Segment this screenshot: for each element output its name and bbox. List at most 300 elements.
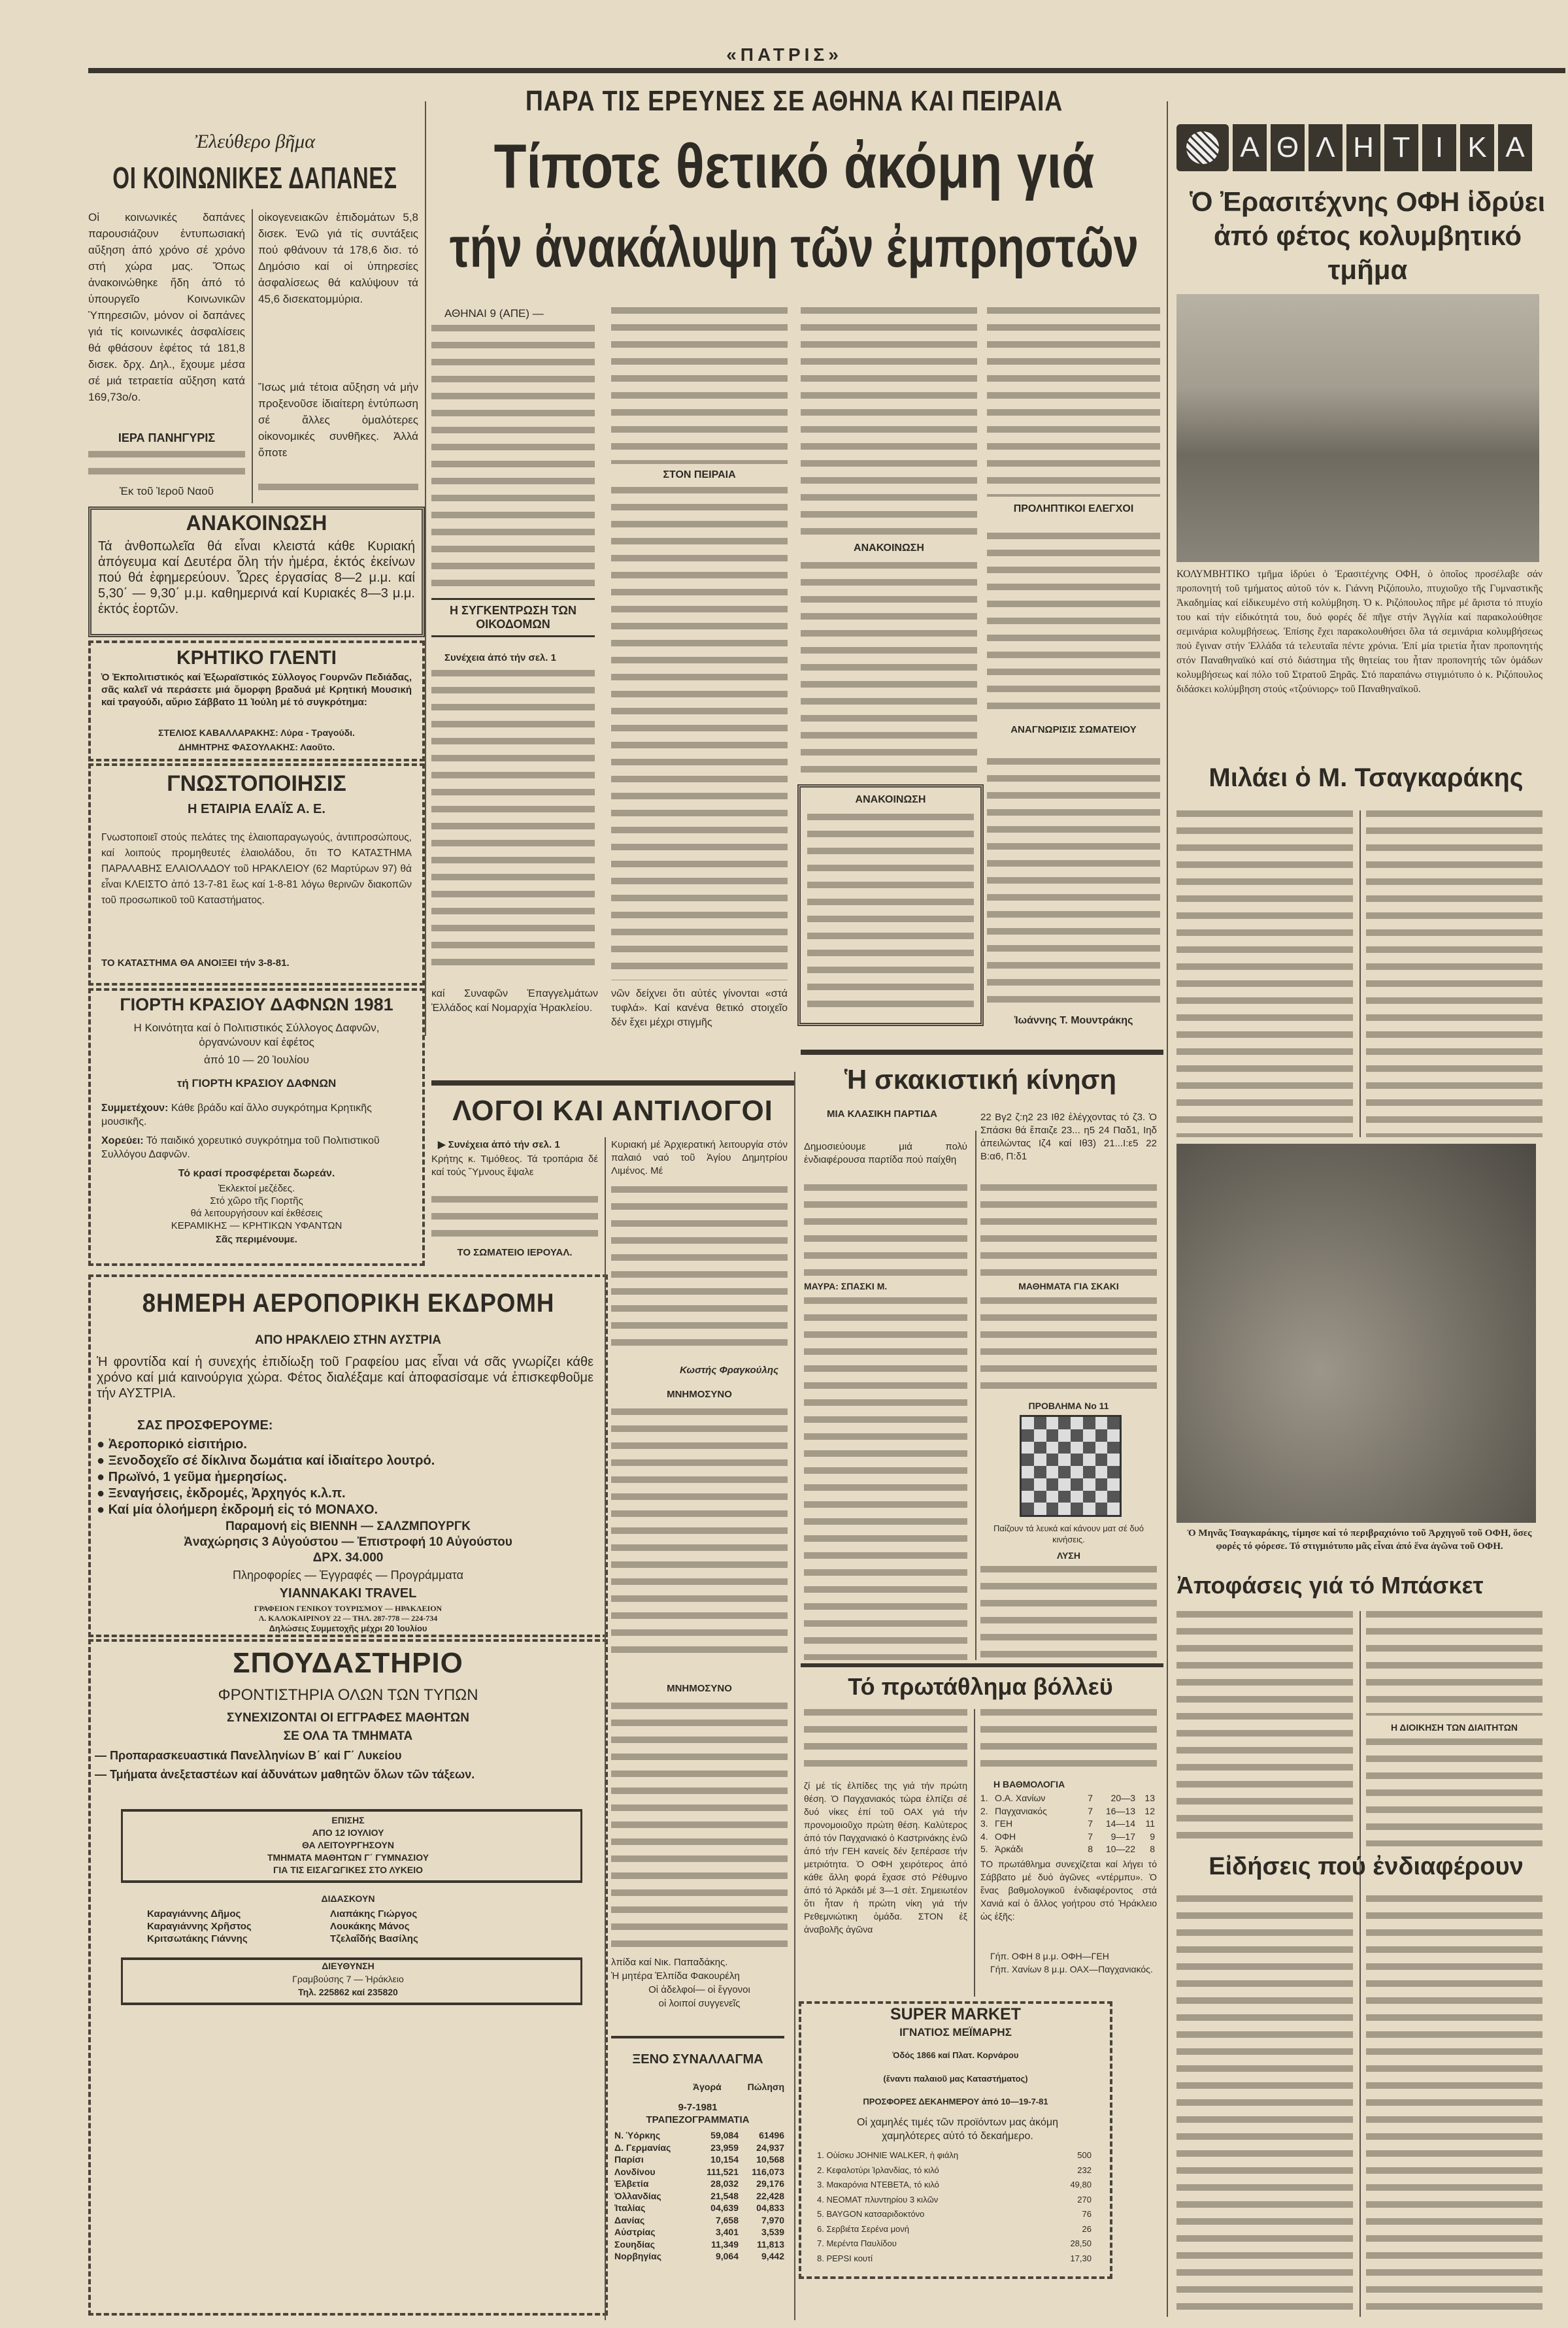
- section-title: ΛΟΓΟΙ ΚΑΙ ΑΝΤΙΛΟΓΟΙ: [452, 1095, 773, 1127]
- ad-info: Πληροφορίες — Ἐγγραφές — Προγράμματα: [233, 1569, 463, 1582]
- also-line: ΘΑ ΛΕΙΤΟΥΡΓΗΣΟΥΝ: [302, 1840, 394, 1850]
- forex-title: ΞΕΝΟ ΣΥΝΑΛΛΑΓΜΑ: [632, 2052, 763, 2067]
- bullet-item: ● Ξενοδοχεῖο σέ δίκλινα δωμάτια καί ἰδιαίτερο λουτρό.: [97, 1454, 435, 1468]
- ad-text: Γνωστοποιεῖ στούς πελάτες της ἐλαιοπαραγωγούς, ἀντιπροσώπους, καί λοιπούς προμηθευτές ἐλαιολάδου, ὅτι ΤΟ ΚΑΤΑΣΤΗΜΑ ΠΑΡΑΛΑΒΗΣ ΕΛΑΙΟΛΑΔΟΥ τοῦ ΗΡΑΚΛΕΙΟΥ (62 Μαρτύρων 97) θά εἶναι ΚΛΕΙΣΤΟ ἀπό 13-7-81 ἕως καί 1-8-81 λόγω θερινῶν διακοπῶν τοῦ προσωπικοῦ τοῦ Καταστήματος.: [101, 832, 412, 906]
- text-block: [1176, 1611, 1353, 1846]
- ad-line: ΚΕΡΑΜΙΚΗΣ — ΚΡΗΤΙΚΩΝ ΥΦΑΝΤΩΝ: [171, 1220, 342, 1231]
- standings-row: [980, 1818, 1157, 1831]
- chess-square: [1022, 1417, 1034, 1429]
- chess-square: [1034, 1442, 1046, 1454]
- label: Χορεύει:: [101, 1135, 144, 1146]
- forex-row: [614, 2178, 784, 2190]
- item-price: 76: [1082, 2209, 1092, 2219]
- sell-rate: 04,833: [756, 2203, 784, 2213]
- ad-line: Ἐκλεκτοί μεζέδες.: [218, 1183, 295, 1194]
- text-block: [980, 1184, 1157, 1276]
- column-divider: [1359, 1611, 1361, 2317]
- chess-square: [1107, 1417, 1120, 1429]
- also-line: ΓΙΑ ΤΙΣ ΕΙΣΑΓΩΓΙΚΕΣ ΣΤΟ ΛΥΚΕΙΟ: [273, 1865, 424, 1875]
- chess-square: [1046, 1442, 1059, 1454]
- chess-square: [1034, 1417, 1046, 1429]
- banner-letters: [1233, 124, 1532, 171]
- standings-row: [980, 1843, 1157, 1856]
- ad-line: θά λειτουργήσουν καί ἐκθέσεις: [190, 1208, 323, 1219]
- builders-title: Η ΣΥΓΚΕΝΤΡΩΣΗ ΤΩΝ ΟΙΚΟΔΟΜΩΝ: [450, 604, 576, 631]
- continued-marker: ▶ Συνέχεια ἀπό τήν σελ. 1: [438, 1139, 560, 1150]
- ad-slogan: Οἱ χαμηλές τιμές τῶν προϊόντων μας ἀκόμη χαμηλότερες αὐτό τό δεκαήμερο.: [857, 2117, 1058, 2142]
- ad-title: ΓΝΩΣΤΟΠΟΙΗΣΙΣ: [167, 771, 346, 796]
- interview-title: Μιλάει ὁ Μ. Τσαγκαράκης: [1209, 763, 1524, 792]
- chess-square: [1095, 1491, 1108, 1503]
- ad-agency: YIANNAKAKI TRAVEL: [279, 1586, 417, 1601]
- chess-solution: ΛΥΣΗ: [1057, 1550, 1080, 1561]
- column-divider: [1359, 810, 1361, 1137]
- chess-players: ΜΑΥΡΑ: ΣΠΑΣΚΙ Μ.: [804, 1281, 888, 1291]
- column-divider: [975, 1131, 976, 1660]
- chess-square: [1071, 1466, 1083, 1478]
- item-price: 26: [1082, 2223, 1092, 2234]
- standings-team: Παγχανιακός: [995, 1805, 1047, 1816]
- also-line: ΕΠΙΣΗΣ: [331, 1815, 365, 1825]
- ad-text: Ἡ φροντίδα καί ἡ συνεχής ἐπιδίωξη τοῦ Γραφείου μας εἶναι νά σᾶς γνωρίζει κάθε χρόνο καί μιά καινούργια χώρα. Φέτος διαλέξαμε καί ἀποφασίσαμε νά ἐπισκεφθοῦμε τήν ΑΥΣΤΡΙΑ.: [97, 1355, 593, 1401]
- bullet-text: Ξενοδοχεῖο σέ δίκλινα δωμάτια καί ἰδιαίτερο λουτρό.: [108, 1454, 435, 1468]
- chess-square: [1058, 1417, 1071, 1429]
- ad-participants: [101, 1101, 412, 1129]
- chess-square: [1083, 1417, 1095, 1429]
- chess-square: [1095, 1442, 1108, 1454]
- ad-title: ΓΙΟΡΤΗ ΚΡΑΣΙΟΥ ΔΑΦΝΩΝ 1981: [120, 995, 393, 1014]
- ad-note: (ἔναντι παλαιοῦ μας Καταστήματος): [883, 2074, 1028, 2084]
- subheading: ΑΝΑΚΟΙΝΩΣΗ: [854, 542, 924, 554]
- column-divider: [605, 1137, 606, 2320]
- forex-row: [614, 2226, 784, 2238]
- text-block: [980, 1709, 1157, 1774]
- article-title: ΟΙ ΚΟΙΝΩΝΙΚΕΣ ΔΑΠΑΝΕΣ: [112, 161, 397, 195]
- school-address: Γραμβούσης 7 — Ἡράκλειο: [292, 1974, 404, 1984]
- buy-rate: 111,521: [706, 2166, 739, 2177]
- standings-team: ΓΕΗ: [995, 1818, 1013, 1829]
- fixture: Γήπ. Χανίων 8 μ.μ. ΟΑΧ—Παγχανιακός.: [990, 1964, 1153, 1974]
- column-kicker: Ἐλεύθερο βῆμα: [195, 131, 315, 152]
- item-price: 17,30: [1070, 2253, 1092, 2263]
- chessboard: [1020, 1415, 1122, 1517]
- sell-rate: 116,073: [752, 2166, 784, 2177]
- banner-letter: Θ: [1271, 124, 1305, 171]
- ad-title: ΚΡΗΤΙΚΟ ΓΛΕΝΤΙ: [176, 647, 337, 669]
- teacher: Καραγιάννης Χρῆστος: [147, 1921, 252, 1932]
- memorial-title: ΜΝΗΜΟΣΥΝΟ: [667, 1683, 732, 1694]
- text-block: [1366, 1611, 1543, 1716]
- chess-square: [1095, 1503, 1108, 1515]
- subheading: ΣΤΟΝ ΠΕΙΡΑΙΑ: [663, 469, 736, 480]
- chess-square: [1083, 1491, 1095, 1503]
- chess-square: [1058, 1466, 1071, 1478]
- ad-price: ΔΡΧ. 34.000: [312, 1551, 384, 1565]
- text-block: [804, 1184, 967, 1276]
- chess-square: [1022, 1491, 1034, 1503]
- lead-kicker: ΠΑΡΑ ΤΙΣ ΕΡΕΥΝΕΣ ΣΕ ΑΘΗΝΑ ΚΑΙ ΠΕΙΡΑΙΑ: [525, 85, 1063, 117]
- chess-square: [1083, 1466, 1095, 1478]
- teachers-label: ΔΙΔΑΣΚΟΥΝ: [321, 1893, 375, 1904]
- bullet-item: ● Ἀεροπορικό εἰσιτήριο.: [97, 1437, 247, 1452]
- currency-name: Λονδίνου: [614, 2166, 656, 2177]
- text-block: [611, 307, 788, 464]
- value: Κάθε βράδυ καί ἄλλο συγκρότημα Κρητικῆς μουσικῆς.: [101, 1103, 372, 1127]
- ad-line: ΔΗΜΗΤΡΗΣ ΦΑΣΟΥΛΑΚΗΣ: Λαοῦτο.: [178, 742, 335, 752]
- chess-square: [1046, 1417, 1059, 1429]
- text-block: [801, 307, 977, 536]
- chess-square: [1058, 1429, 1071, 1442]
- currency-name: Νορβηγίας: [614, 2251, 661, 2261]
- ad-offer-label: ΣΑΣ ΠΡΟΣΦΕΡΟΥΜΕ:: [137, 1418, 273, 1433]
- item-price: 28,50: [1070, 2238, 1092, 2248]
- item-price: 49,80: [1070, 2180, 1092, 2189]
- article-text: Κρήτης κ. Τιμόθεος. Τά τροπάρια δέ καί τούς Ὕμνους ἔψαλε: [431, 1154, 598, 1178]
- subheading: ΑΝΑΓΝΩΡΙΣΙΣ ΣΩΜΑΤΕΙΟΥ: [1010, 724, 1137, 735]
- section-rule: [431, 1080, 794, 1086]
- chess-square: [1058, 1491, 1071, 1503]
- also-line: ΤΜΗΜΑΤΑ ΜΑΘΗΤΩΝ Γ΄ ΓΥΜΝΑΣΙΟΥ: [267, 1852, 429, 1863]
- masthead-rule: [88, 68, 1565, 73]
- chess-square: [1107, 1478, 1120, 1491]
- article-text: Οἱ κοινωνικές δαπάνες παρουσιάζουν ἐντυπωσιακή αὔξηση ἀπό χρόνο σέ χρόνο στή χώρα μας. Ὅπως ἀνακοινώθηκε ἤδη ἀπό τό ὑπουργεῖο Κοινωνικῶν Ὑπηρεσιῶν, μόνον οἱ δαπάνες γιά τίς κοινωνικές ἀσφαλίσεις θά φθάσουν ἐφέτος τά 181,8 δισεκ. δρχ. Δηλ., ἔχουμε μέσα σέ μιά τετραετία αὔξηση κατά 169,73ο/ο.: [88, 211, 245, 403]
- ad-line: ΣΥΝΕΧΙΖΟΝΤΑΙ ΟΙ ΕΓΓΡΑΦΕΣ ΜΑΘΗΤΩΝ: [226, 1711, 470, 1725]
- chess-moves: 22 Βγ2 ζ:η2 23 Ιθ2 ἐλέγχοντας τό ζ3. Ὁ Σπάσκι θά ἔπαιζε 23... η5 24 Παδ1, Ιηδ ἀπειλώντας Ιζ4 καί Ιθ3) 21...Ι:ε5 22 Β:α6, Π:δ1: [980, 1112, 1157, 1162]
- value: Τό παιδικό χορευτικό συγκρότημα τοῦ Πολιτιστικοῦ Συλλόγου Δαφνῶν.: [101, 1135, 380, 1160]
- chess-square: [1071, 1417, 1083, 1429]
- ad-line: ΣΤΕΛΙΟΣ ΚΑΒΑΛΛΑΡΑΚΗΣ: Λύρα - Τραγούδι.: [158, 727, 355, 738]
- chess-square: [1083, 1454, 1095, 1466]
- ad-subtitle: ΦΡΟΝΤΙΣΤΗΡΙΑ ΟΛΩΝ ΤΩΝ ΤΥΠΩΝ: [218, 1686, 478, 1704]
- section-title: Ἡ σκακιστική κίνηση: [844, 1064, 1117, 1095]
- ad-owner: ΙΓΝΑΤΙΟΣ ΜΕΪΜΑΡΗΣ: [899, 2026, 1012, 2038]
- standings-pts: 9: [1150, 1831, 1155, 1842]
- item-name: 2. Κεφαλοτύρι Ἰρλανδίας, τό κιλό: [817, 2165, 939, 2175]
- standings-table: [980, 1792, 1157, 1856]
- chess-square: [1022, 1454, 1034, 1466]
- chess-square: [1058, 1454, 1071, 1466]
- currency-name: Ἑλβετία: [614, 2178, 649, 2189]
- ad-text: Ὁ Ἐκπολιτιστικός καί Ἐξωραϊστικός Σύλλογος Γουρνῶν Πεδιάδας, σᾶς καλεῖ νά περάσετε μιά ὄμορφη βραδυά μέ Κρητική Μουσική καί τραγούδι, αὔριο Σάββατο 11 Ἰούλη μέ τό συγκρότημα:: [101, 672, 412, 708]
- standings-pts: 11: [1145, 1818, 1155, 1829]
- text-block: [431, 1196, 598, 1242]
- photo-caption: Ὁ Μηνᾶς Τσαγκαράκης, τίμησε καί τό περιβραχιόνιο τοῦ Ἀρχηγοῦ τοῦ ΟΦΗ, ὅσες φορές τό φόρεσε. Τό στιγμιότυπο μᾶς εἶναι ἀπό ἕνα ἀγῶνα τοῦ ΟΦΗ.: [1187, 1528, 1532, 1552]
- chess-square: [1083, 1503, 1095, 1515]
- forex-row: [614, 2190, 784, 2203]
- text-block: [431, 325, 595, 586]
- banner-letter: Α: [1498, 124, 1532, 171]
- banner-letter: Λ: [1309, 124, 1343, 171]
- sell-rate: 7,970: [761, 2214, 784, 2225]
- column-divider: [974, 1709, 975, 1997]
- forex-row: [614, 2202, 784, 2214]
- ad-bullet-list: [97, 1437, 593, 1518]
- sell-rate: 9,442: [761, 2251, 784, 2261]
- ad-stay: Παραμονή εἰς ΒΙΕΝΝΗ — ΣΑΛΖΜΠΟΥΡΓΚ: [225, 1520, 471, 1533]
- teacher: Καραγιάννης Δῆμος: [147, 1908, 241, 1920]
- forex-table: [614, 2129, 784, 2263]
- section-rule: [801, 1663, 1163, 1667]
- ad-address: Ὁδός 1866 καί Πλατ. Κορνάρου: [892, 2050, 1019, 2060]
- standings-team: Ἀρκάδι: [995, 1844, 1024, 1854]
- sell-rate: 61496: [759, 2130, 784, 2140]
- forex-row: [614, 2250, 784, 2263]
- teachers-list: [147, 1908, 513, 1944]
- chess-square: [1034, 1478, 1046, 1491]
- memorial-closing: [611, 1955, 788, 2010]
- chess-square: [1022, 1429, 1034, 1442]
- subheading: ΤΟ ΣΩΜΑΤΕΙΟ ΙΕΡΟΥΑΛ.: [457, 1247, 573, 1258]
- standings-pos: 5.: [980, 1844, 988, 1854]
- item-name: 6. Σερβιέτα Σερένα μονή: [817, 2223, 910, 2234]
- forex-row: [614, 2153, 784, 2166]
- text-block: [804, 1709, 967, 1774]
- buy-rate: 9,064: [715, 2251, 739, 2261]
- text-block: [88, 451, 245, 480]
- chess-square: [1034, 1429, 1046, 1442]
- ad-offer: ΠΡΟΣΦΟΡΕΣ ΔΕΚΑΗΜΕΡΟΥ ἀπό 10—19-7-81: [863, 2097, 1048, 2106]
- signature: Ἐκ τοῦ Ἱεροῦ Ναοῦ: [119, 485, 214, 497]
- section-rule: [611, 2036, 784, 2038]
- column-divider: [794, 1072, 795, 2320]
- chess-square: [1107, 1429, 1120, 1442]
- text-block: [1176, 1895, 1353, 2314]
- standings-team: Ο.Α. Χανίων: [995, 1793, 1046, 1803]
- buy-rate: 21,548: [710, 2190, 739, 2201]
- item-name: 1. Οὐίσκυ JOHNIE WALKER, ἡ φιάλη: [817, 2150, 959, 2160]
- ad-line: ΣΕ ΟΛΑ ΤΑ ΤΜΗΜΑΤΑ: [283, 1729, 413, 1743]
- chess-square: [1022, 1478, 1034, 1491]
- price-item: [817, 2163, 1092, 2178]
- price-item: [817, 2178, 1092, 2193]
- ad-office: ΓΡΑΦΕΙΟΝ ΓΕΝΙΚΟΥ ΤΟΥΡΙΣΜΟΥ — ΗΡΑΚΛΕΙΟΝ: [254, 1604, 442, 1613]
- buy-rate: 59,084: [710, 2130, 739, 2140]
- label: Συμμετέχουν:: [101, 1103, 169, 1114]
- price-item: [817, 2252, 1092, 2267]
- chess-text: Δημοσιεύουμε μιά πολύ ἐνδιαφέρουσα παρτίδα πού παίχθη: [804, 1141, 967, 1165]
- lead-headline: Τίποτε θετικό ἀκόμη γιά: [493, 131, 1095, 201]
- standings-sets: 9—17: [1110, 1831, 1135, 1842]
- chess-square: [1046, 1503, 1059, 1515]
- text-block: [611, 1703, 788, 1951]
- also-line: ΑΠΟ 12 ΙΟΥΛΙΟΥ: [312, 1827, 384, 1838]
- text-block: [258, 484, 418, 500]
- lead-headline-wrap: [425, 216, 1163, 288]
- football-icon: [1176, 124, 1229, 171]
- ad-item: — Προπαρασκευαστικά Πανελληνίων Β΄ καί Γ΄ Λυκείου: [95, 1749, 402, 1762]
- bullet-text: Ἀεροπορικό εἰσιτήριο.: [108, 1437, 247, 1452]
- sell-rate: 29,176: [756, 2178, 784, 2189]
- memorial-title: ΜΝΗΜΟΣΥΝΟ: [667, 1389, 732, 1400]
- sports-headline: Ὁ Ἐρασιτέχνης ΟΦΗ ἱδρύει ἀπό φέτος κολυμβητικό τμῆμα: [1190, 186, 1546, 285]
- standings-sets: 14—14: [1105, 1818, 1135, 1829]
- banner-letter: Η: [1346, 124, 1380, 171]
- currency-name: Ν. Ὑόρκης: [614, 2130, 661, 2140]
- school-phone: Τηλ. 225862 καί 235820: [298, 1987, 398, 1997]
- signer: Ἰωάννης Τ. Μουντράκης: [1014, 1015, 1133, 1026]
- ad-item: — Τμήματα ἀνεξεταστέων καί ἀδυνάτων μαθητῶν ὅλων τῶν τάξεων.: [95, 1768, 475, 1781]
- buy-rate: 3,401: [715, 2227, 739, 2237]
- dateline: ΑΘΗΝΑΙ 9 (ΑΠΕ) —: [444, 307, 544, 320]
- subheading: ΠΡΟΛΗΠΤΙΚΟΙ ΕΛΕΓΧΟΙ: [1013, 503, 1134, 514]
- chess-square: [1107, 1491, 1120, 1503]
- bullet-text: Πρωϊνό, 1 γεῦμα ἡμερησίως.: [108, 1470, 288, 1484]
- ad-deadline: Δηλώσεις Συμμετοχῆς μέχρι 20 Ἰουλίου: [269, 1623, 427, 1633]
- text-block: [1176, 810, 1353, 1137]
- fixture: Γήπ. ΟΦΗ 8 μ.μ. ΟΦΗ—ΓΕΗ: [990, 1951, 1109, 1961]
- text-block: [611, 487, 788, 980]
- chess-square: [1095, 1478, 1108, 1491]
- swimming-photo: [1176, 294, 1539, 562]
- buy-rate: 23,959: [710, 2142, 739, 2153]
- chess-square: [1022, 1442, 1034, 1454]
- price-item: [817, 2193, 1092, 2208]
- buy-rate: 04,639: [710, 2203, 739, 2213]
- standings-row: [980, 1831, 1157, 1844]
- currency-name: Δανίας: [614, 2214, 645, 2225]
- article-text: καί Συναφῶν Ἐπαγγελμάτων Ἑλλάδος καί Νομαρχία Ἡρακλείου.: [431, 988, 598, 1014]
- ad-title: SUPER MARKET: [890, 2005, 1021, 2023]
- basket-title: Ἀποφάσεις γιά τό Μπάσκετ: [1176, 1572, 1484, 1599]
- chess-square: [1071, 1503, 1083, 1515]
- bullet-text: Καί μία ὁλοήμερη ἐκδρομή εἰς τό ΜΟΝΑΧΟ.: [108, 1503, 378, 1517]
- notice-title: ΑΝΑΚΟΙΝΩΣΗ: [855, 794, 926, 805]
- item-price: 270: [1077, 2194, 1092, 2204]
- volley-text: ζί μέ τίς ἐλπίδες της γιά τήν πρώτη θέση. Ὁ Παγχανιακός τώρα ἐλπίζει σέ δυό νίκες ἐπί τοῦ ΟΑΧ γιά τήν προνομοιοῦχο πρώτη θέση. Καλύτερος ἀπό τόν Παγχανιακό ὁ Καστρινάκης ἐνῶ ἀπό τήν ΓΕΗ κανείς δέν ξεπέρασε τήν μετριότητα. Ὁ ΟΦΗ χειρότερος ἀπό κάθε ἄλλη φορά ἔχασε στό Ρέθυμνο ἀπό τό Ἀρκάδι μέ 3—1 σέτ. Σημειωτέον ὅτι ἦταν ἡ πρώτη νίκη γιά τήν Ρεθεμνιώτικη ὁμάδα. ΣΤΟΝ ἐξ ἀναβολῆς ἀγῶνα: [804, 1780, 967, 1935]
- team-photo: [1176, 1144, 1536, 1523]
- lead-headline-wrap: [431, 131, 1157, 206]
- standings-pts: 13: [1144, 1793, 1155, 1803]
- subheading: [431, 598, 595, 637]
- price-item: [817, 2148, 1092, 2163]
- ad-title: 8ΗΜΕΡΗ ΑΕΡΟΠΟΡΙΚΗ ΕΚΔΡΟΜΗ: [142, 1289, 554, 1318]
- item-name: 4. ΝΕΟΜΑΤ πλυντηρίου 3 κιλῶν: [817, 2194, 939, 2204]
- chess-square: [1095, 1429, 1108, 1442]
- currency-name: Αὐστρίας: [614, 2227, 656, 2237]
- col-sell: Πώληση: [747, 2082, 784, 2092]
- banner-letter: Ι: [1422, 124, 1456, 171]
- standings-pts: 12: [1144, 1805, 1155, 1816]
- chess-square: [1022, 1503, 1034, 1515]
- chess-square: [1083, 1429, 1095, 1442]
- signature: Κωστής Φραγκούλης: [680, 1365, 778, 1376]
- forex-row: [614, 2238, 784, 2251]
- article-title-wrap: [88, 160, 422, 199]
- chess-square: [1071, 1429, 1083, 1442]
- item-price: 232: [1077, 2165, 1092, 2175]
- buy-rate: 10,154: [710, 2154, 739, 2165]
- line: οἱ λοιποί συγγενεῖς: [658, 1998, 741, 2009]
- text-block: [980, 1566, 1157, 1657]
- ad-footer: ΤΟ ΚΑΤΑΣΤΗΜΑ ΘΑ ΑΝΟΙΞΕΙ τήν 3-8-81.: [101, 957, 290, 969]
- bullet-item: ● Ξεναγήσεις, ἐκδρομές, Ἀρχηγός κ.λ.π.: [97, 1486, 346, 1501]
- standings-sets: 20—3: [1110, 1793, 1135, 1803]
- standings-row: [980, 1792, 1157, 1805]
- standings-pos: 2.: [980, 1805, 988, 1816]
- ad-dance: [101, 1134, 412, 1161]
- buy-rate: 28,032: [710, 2178, 739, 2189]
- standings-pos: 4.: [980, 1831, 988, 1842]
- currency-name: Ὀλλανδίας: [614, 2190, 661, 2201]
- standings-played: 7: [1088, 1793, 1093, 1803]
- bullet-item: ● Πρωϊνό, 1 γεῦμα ἡμερησίως.: [97, 1470, 288, 1484]
- chess-square: [1107, 1442, 1120, 1454]
- forex-row: [614, 2142, 784, 2154]
- teacher: Τζελαΐδής Βασίλης: [330, 1933, 418, 1944]
- article-text: οἰκογενειακῶν ἐπιδομάτων 5,8 δισεκ. Ἐνῶ γιά τίς συντάξεις πού φθάνουν τά 178,6 δισ. τό Δημόσιο καί οἱ ὑπηρεσίες ἀσφαλίσεως θά καλύψουν τά 45,6 δισεκατομμύρια.: [258, 211, 418, 305]
- currency-name: Παρίσι: [614, 2154, 644, 2165]
- teacher: Κριτσωτάκης Γιάννης: [147, 1933, 248, 1944]
- ad-event: τή ΓΙΟΡΤΗ ΚΡΑΣΙΟΥ ΔΑΦΝΩΝ: [176, 1077, 337, 1089]
- chess-square: [1046, 1491, 1059, 1503]
- ad-dates: ἀπό 10 — 20 Ἰουλίου: [204, 1054, 309, 1066]
- item-name: 5. BAYGON κατσαριδοκτόνο: [817, 2209, 925, 2219]
- continued-marker: Συνέχεια ἀπό τήν σελ. 1: [444, 652, 556, 663]
- chess-square: [1095, 1417, 1108, 1429]
- ad-title-wrap: [88, 1289, 608, 1325]
- price-list: [817, 2148, 1092, 2266]
- standings-pos: 3.: [980, 1818, 988, 1829]
- text-block: [807, 814, 974, 1016]
- text-block: [431, 670, 595, 974]
- swim-text: ΚΟΛΥΜΒΗΤΙΚΟ τμῆμα ἱδρύει ὁ Ἐρασιτέχνης ΟΦΗ, ὁ ὁποῖος προσέλαβε σάν προπονητή τοῦ τμήματος αὐτοῦ τόν κ. Γιάννη Ριζόπουλο, πτυχιοῦχο τῆς Γυμναστικῆς Ἀκαδημίας καί εἰδικευμένο στή κολύμβηση. Ὁ κ. Ριζόπουλος πῆρε μέ ἄριστα τό πτυχίο του καί τήν εἰδικότητά του, δυό φορές δέ πῆγε στήν Ἀγγλία καί παρακολούθησε σεμινάρια κολυμβήσεως. Ἐπίσης ἔχει παρακολουθήσει ὅλα τά σεμινάρια κολυμβήσεως πού ἔγιναν στήν Ἑλλάδα τά τελευταῖα πέντε χρόνια. Ἐπί μία τριετία ἦταν προπονητής στόν Παναθηναϊκό καί στό διάστημα τῆς θητείας του ἦταν προπονητής τῶν ὁμάδων κολυμβήσεως καί πόλο τοῦ Στρατοῦ Ξηρᾶς. Στό παραπάνω στιγμιότυπο ὁ κ. Ριζόπουλος διδάσκει κολύμβηση στούς «τζούνιορς» τοῦ Παναθηναϊκοῦ.: [1176, 569, 1543, 695]
- col-buy: Ἀγορά: [693, 2082, 722, 2092]
- forex-header: [693, 2082, 784, 2092]
- text-block: [987, 533, 1160, 716]
- chess-square: [1034, 1454, 1046, 1466]
- chess-lessons: ΜΑΘΗΜΑΤΑ ΓΙΑ ΣΚΑΚΙ: [1018, 1281, 1119, 1291]
- ad-free: Τό κρασί προσφέρεται δωρεάν.: [178, 1168, 335, 1179]
- ad-text: Τά ἀνθοπωλεῖα θά εἶναι κλειστά κάθε Κυριακή ἀπόγευμα καί Δευτέρα ὅλη τήν ἡμέρα, ἐκτός ἐκείνων πού θά ἐφημερεύουν. Ὧρες ἐργασίας 8—2 μ.μ. καί 5,30΄ — 9,30΄ μ.μ. καθημερινά καί Κυριακές 8—3 μ.μ. ἐκτός ἑορτῶν.: [98, 539, 415, 616]
- news-title: Εἰδήσεις πού ἐνδιαφέρουν: [1209, 1853, 1524, 1880]
- chess-square: [1083, 1442, 1095, 1454]
- forex-row: [614, 2214, 784, 2227]
- item-name: 8. PEPSI κουτί: [817, 2253, 873, 2263]
- chess-square: [1095, 1466, 1108, 1478]
- text-block: [1366, 810, 1543, 1137]
- masthead: «ΠΑΤΡΙΣ»: [726, 44, 842, 65]
- section-subheading: ΙΕΡΑ ΠΑΝΗΓΥΡΙΣ: [118, 431, 216, 444]
- section-rule: [801, 1050, 1163, 1055]
- chess-problem: ΠΡΟΒΛΗΜΑ Νο 11: [1028, 1401, 1109, 1411]
- banner-letter: Τ: [1384, 124, 1418, 171]
- address-label: ΔΙΕΥΘΥΝΣΗ: [322, 1961, 375, 1971]
- banner-letter: Κ: [1460, 124, 1494, 171]
- chess-square: [1046, 1429, 1059, 1442]
- forex-row: [614, 2166, 784, 2178]
- ad-subtitle: Η ΕΤΑΙΡΙΑ ΕΛΑΪΣ Α. Ε.: [188, 802, 325, 816]
- ad-title: ΣΠΟΥΔΑΣΤΗΡΙΟ: [233, 1647, 463, 1679]
- volley-after: ΤΟ πρωτάθλημα συνεχίζεται καί λήγει τό Σάββατο μέ δυό ἀγῶνες «ντέρμπυ». Ὁ ἕνας βαθμολογικοῦ ἐνδιαφέροντος στά Χανιά καί ὁ ἄλλος γοήτρου στό Ἡράκλειο ὡς ἑξῆς:: [980, 1859, 1157, 1921]
- sell-rate: 10,568: [756, 2154, 784, 2165]
- chess-square: [1058, 1442, 1071, 1454]
- chess-square: [1034, 1491, 1046, 1503]
- column-divider: [252, 209, 253, 503]
- text-block: [611, 1186, 788, 1356]
- standings-played: 8: [1088, 1844, 1093, 1854]
- bullet-text: Ξεναγήσεις, ἐκδρομές, Ἀρχηγός κ.λ.π.: [108, 1486, 346, 1501]
- sports-banner: [1176, 118, 1559, 178]
- buy-rate: 11,349: [710, 2238, 739, 2250]
- banner-letter: Α: [1233, 124, 1267, 171]
- ad-title: ΑΝΑΚΟΙΝΩΣΗ: [186, 511, 327, 535]
- sell-rate: 3,539: [761, 2227, 784, 2237]
- price-item: [817, 2237, 1092, 2252]
- standings-played: 7: [1088, 1831, 1093, 1842]
- lead-kicker-wrap: [431, 85, 1157, 124]
- ad-address: Λ. ΚΑΛΟΚΑΙΡΙΝΟΥ 22 — ΤΗΛ. 287-778 — 224-734: [258, 1614, 438, 1623]
- standings-sets: 10—22: [1105, 1844, 1135, 1854]
